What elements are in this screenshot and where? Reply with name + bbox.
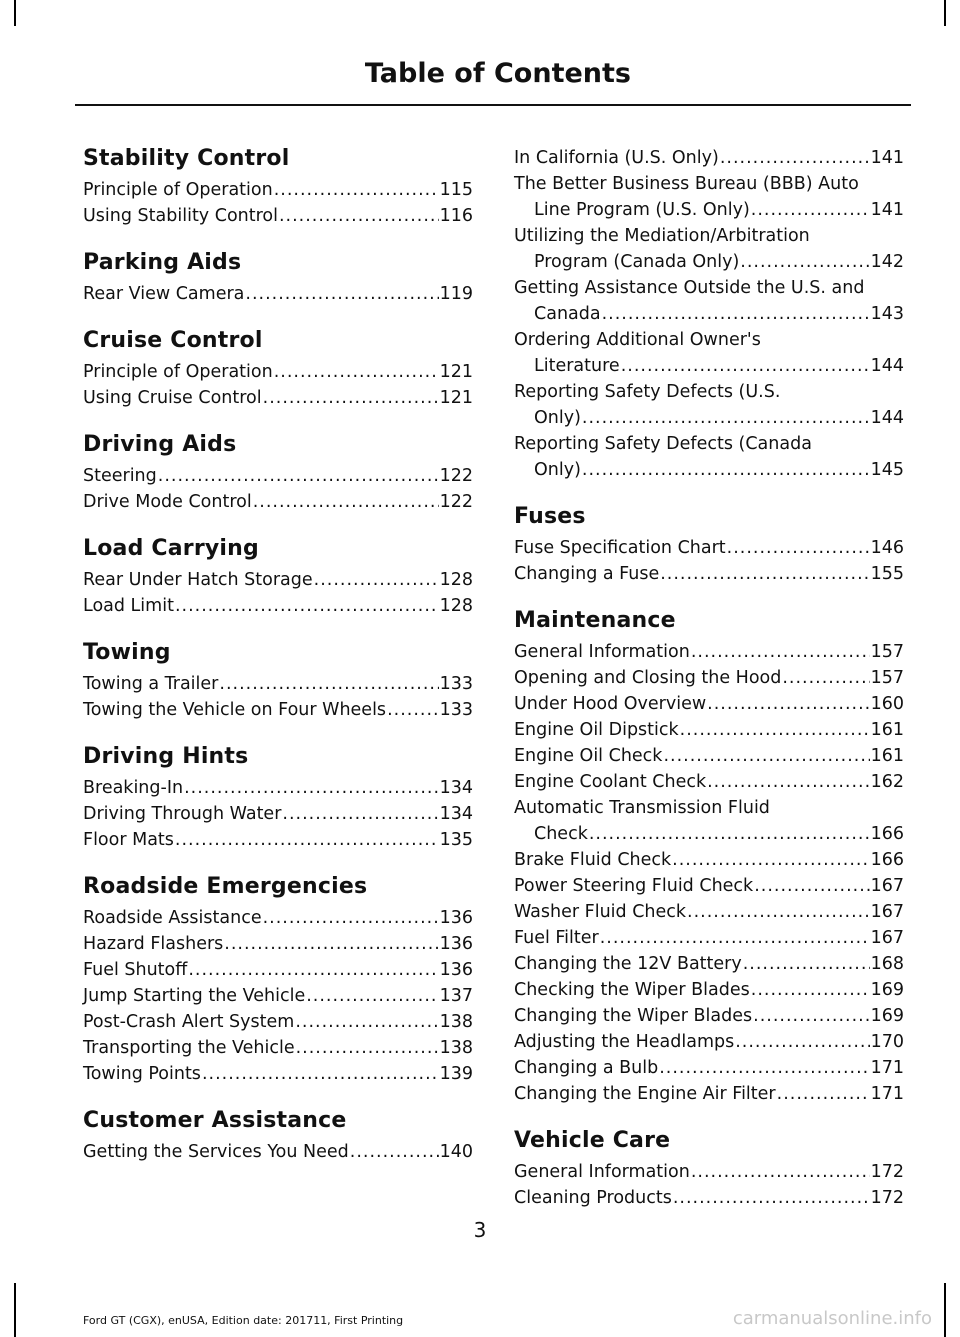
leader-dots <box>582 405 870 431</box>
toc-entry-label: General Information <box>514 642 690 662</box>
leader-dots <box>282 801 438 827</box>
toc-entry-page: 167 <box>870 876 904 896</box>
toc-entry-page: 141 <box>870 200 904 220</box>
header-rule <box>75 104 911 106</box>
toc-entry-label: Hazard Flashers <box>83 934 224 954</box>
toc-entry[interactable] <box>83 1061 473 1087</box>
toc-entry-label: Load Limit <box>83 596 174 616</box>
toc-entry-label: Jump Starting the Vehicle <box>83 986 306 1006</box>
toc-entry[interactable] <box>514 743 904 769</box>
toc-entry[interactable] <box>514 795 904 847</box>
toc-entry[interactable] <box>514 379 904 431</box>
toc-entry-page: 144 <box>870 356 904 376</box>
toc-entry-label: Fuel Shutoff <box>83 960 188 980</box>
crop-mark-top-left <box>14 0 16 26</box>
leader-dots <box>659 1055 869 1081</box>
toc-entry-page: 171 <box>870 1084 904 1104</box>
toc-entry-label: Changing a Fuse <box>514 564 660 584</box>
leader-dots <box>754 873 869 899</box>
toc-entry-page: 170 <box>870 1032 904 1052</box>
leader-dots <box>707 769 869 795</box>
leader-dots <box>740 249 869 275</box>
toc-entry-page: 116 <box>439 206 473 226</box>
toc-entry[interactable] <box>514 327 904 379</box>
toc-entry-label: Using Cruise Control <box>83 388 262 408</box>
toc-entry[interactable] <box>83 1035 473 1061</box>
toc-entry-label: Changing a Bulb <box>514 1058 659 1078</box>
leader-dots <box>295 1009 438 1035</box>
toc-entry-page: 161 <box>870 746 904 766</box>
toc-entry[interactable] <box>83 489 473 515</box>
toc-entry-label: Adjusting the Headlamps <box>514 1032 735 1052</box>
toc-entry-label: Fuse Specification Chart <box>514 538 726 558</box>
section-heading: Customer Assistance <box>83 1108 347 1133</box>
leader-dots <box>663 743 869 769</box>
toc-entry-label: Utilizing the Mediation/Arbitration <box>514 226 810 246</box>
leader-dots <box>224 931 438 957</box>
toc-entry-label: Ordering Additional Owner's <box>514 330 761 350</box>
toc-entry-label: Breaking-In <box>83 778 184 798</box>
toc-section <box>514 145 904 483</box>
leader-dots <box>202 1061 439 1087</box>
toc-entry-page: 145 <box>870 460 904 480</box>
toc-entry-page: 143 <box>870 304 904 324</box>
leader-dots <box>582 457 870 483</box>
leader-dots <box>387 697 439 723</box>
watermark: carmanualsonline.info <box>732 1308 932 1329</box>
toc-entry-page: 139 <box>439 1064 473 1084</box>
leader-dots <box>735 1029 869 1055</box>
toc-entry-page: 128 <box>439 596 473 616</box>
toc-left-column <box>83 145 473 1185</box>
page-number: 3 <box>473 1218 487 1242</box>
section-heading: Load Carrying <box>83 536 259 561</box>
toc-entry-page: 133 <box>439 700 473 720</box>
toc-entry-page: 172 <box>870 1162 904 1182</box>
toc-entry[interactable] <box>83 463 473 489</box>
toc-entry-page: 138 <box>439 1038 473 1058</box>
toc-entry[interactable] <box>514 1003 904 1029</box>
toc-entry-page: 115 <box>439 180 473 200</box>
toc-entry-label: Changing the Wiper Blades <box>514 1006 753 1026</box>
toc-entry-label: Automatic Transmission Fluid <box>514 798 770 818</box>
toc-entry[interactable] <box>83 827 473 853</box>
toc-entry-label: Getting the Services You Need <box>83 1142 349 1162</box>
section-heading: Parking Aids <box>83 250 242 275</box>
leader-dots <box>600 925 870 951</box>
toc-entry-label: In California (U.S. Only) <box>514 148 719 168</box>
leader-dots <box>188 957 438 983</box>
toc-entry-label: Getting Assistance Outside the U.S. and <box>514 278 865 298</box>
toc-entry[interactable] <box>83 385 473 411</box>
crop-mark-top-right <box>944 0 946 26</box>
leader-dots <box>350 1139 439 1165</box>
toc-entry-page: 157 <box>870 668 904 688</box>
toc-entry[interactable] <box>83 1009 473 1035</box>
leader-dots <box>680 717 870 743</box>
toc-section <box>83 327 473 411</box>
toc-entry[interactable] <box>514 145 904 171</box>
toc-entry-page: 133 <box>439 674 473 694</box>
toc-section <box>514 607 904 1107</box>
toc-entry-page: 172 <box>870 1188 904 1208</box>
leader-dots <box>274 359 439 385</box>
toc-entry-label: Changing the Engine Air Filter <box>514 1084 776 1104</box>
toc-entry-page: 137 <box>439 986 473 1006</box>
toc-entry-page: 119 <box>439 284 473 304</box>
toc-entry[interactable] <box>83 957 473 983</box>
section-heading: Roadside Emergencies <box>83 874 368 899</box>
toc-entry-label-continued: Program (Canada Only) <box>534 252 740 272</box>
section-heading: Maintenance <box>514 608 676 633</box>
toc-entry-label: Engine Coolant Check <box>514 772 707 792</box>
toc-entry-page: 161 <box>870 720 904 740</box>
toc-entry-page: 121 <box>439 388 473 408</box>
toc-entry-page: 138 <box>439 1012 473 1032</box>
toc-entry[interactable] <box>514 847 904 873</box>
leader-dots <box>175 827 439 853</box>
toc-entry[interactable] <box>83 593 473 619</box>
toc-entry-label: The Better Business Bureau (BBB) Auto <box>514 174 859 194</box>
leader-dots <box>279 203 439 229</box>
section-heading: Cruise Control <box>83 328 263 353</box>
toc-section <box>83 431 473 515</box>
leader-dots <box>219 671 438 697</box>
toc-entry-label: Floor Mats <box>83 830 174 850</box>
toc-entry-label: Towing a Trailer <box>83 674 219 694</box>
toc-section <box>514 1127 904 1211</box>
toc-entry-label: Principle of Operation <box>83 180 273 200</box>
toc-entry[interactable] <box>83 905 473 931</box>
toc-entry-page: 136 <box>439 934 473 954</box>
section-heading: Towing <box>83 640 171 665</box>
toc-entry-page: 135 <box>439 830 473 850</box>
toc-entry-page: 134 <box>439 804 473 824</box>
toc-entry-label: Power Steering Fluid Check <box>514 876 754 896</box>
toc-entry-label: Engine Oil Check <box>514 746 663 766</box>
toc-entry[interactable] <box>514 561 904 587</box>
leader-dots <box>743 951 870 977</box>
leader-dots <box>306 983 438 1009</box>
leader-dots <box>660 561 869 587</box>
toc-entry[interactable] <box>83 801 473 827</box>
leader-dots <box>621 353 870 379</box>
toc-entry[interactable] <box>83 177 473 203</box>
toc-entry-label: Rear Under Hatch Storage <box>83 570 313 590</box>
toc-entry-page: 142 <box>870 252 904 272</box>
toc-entry-label: Fuel Filter <box>514 928 599 948</box>
leader-dots <box>245 281 438 307</box>
toc-entry-label: Towing Points <box>83 1064 201 1084</box>
toc-entry-page: 136 <box>439 960 473 980</box>
leader-dots <box>720 145 870 171</box>
toc-entry[interactable] <box>514 1029 904 1055</box>
toc-entry-label: Steering <box>83 466 157 486</box>
toc-entry-label-continued: Canada <box>534 304 601 324</box>
toc-entry-label: Opening and Closing the Hood <box>514 668 782 688</box>
leader-dots <box>691 639 870 665</box>
toc-entry-page: 162 <box>870 772 904 792</box>
leader-dots <box>602 301 870 327</box>
toc-entry-label: Transporting the Vehicle <box>83 1038 295 1058</box>
toc-entry-label: Towing the Vehicle on Four Wheels <box>83 700 387 720</box>
section-heading: Driving Hints <box>83 744 249 769</box>
edition-footer: Ford GT (CGX), enUSA, Edition date: 201711, First Printing <box>83 1314 404 1327</box>
toc-entry[interactable] <box>514 951 904 977</box>
toc-entry[interactable] <box>514 665 904 691</box>
toc-entry-label: Under Hood Overview <box>514 694 707 714</box>
leader-dots <box>263 905 439 931</box>
leader-dots <box>175 593 439 619</box>
toc-entry-label: Checking the Wiper Blades <box>514 980 750 1000</box>
leader-dots <box>707 691 869 717</box>
toc-entry-page: 168 <box>870 954 904 974</box>
toc-entry-label: Rear View Camera <box>83 284 245 304</box>
toc-section <box>83 639 473 723</box>
toc-entry-label-continued: Only) <box>534 408 581 428</box>
toc-entry-label: Reporting Safety Defects (U.S. <box>514 382 781 402</box>
toc-entry[interactable] <box>514 1185 904 1211</box>
toc-entry-page: 122 <box>439 492 473 512</box>
toc-entry-page: 121 <box>439 362 473 382</box>
toc-entry[interactable] <box>514 925 904 951</box>
leader-dots <box>589 821 870 847</box>
leader-dots <box>777 1081 870 1107</box>
toc-entry-label: Post-Crash Alert System <box>83 1012 295 1032</box>
toc-entry[interactable] <box>83 359 473 385</box>
toc-entry[interactable] <box>514 431 904 483</box>
toc-section <box>83 873 473 1087</box>
toc-entry-label: Roadside Assistance <box>83 908 262 928</box>
toc-entry-label: Changing the 12V Battery <box>514 954 742 974</box>
toc-entry-page: 122 <box>439 466 473 486</box>
crop-mark-bottom-right <box>944 1283 946 1337</box>
toc-entry-page: 166 <box>870 824 904 844</box>
toc-entry-label-continued: Check <box>534 824 588 844</box>
toc-entry-page: 140 <box>439 1142 473 1162</box>
leader-dots <box>314 567 439 593</box>
toc-entry[interactable] <box>514 873 904 899</box>
toc-entry-page: 169 <box>870 1006 904 1026</box>
toc-entry[interactable] <box>514 691 904 717</box>
toc-entry-page: 157 <box>870 642 904 662</box>
toc-entry-label: Drive Mode Control <box>83 492 252 512</box>
toc-section <box>83 249 473 307</box>
page-title: Table of Contents <box>364 58 631 89</box>
leader-dots <box>296 1035 439 1061</box>
toc-entry-label: Principle of Operation <box>83 362 273 382</box>
toc-entry-page: 136 <box>439 908 473 928</box>
toc-entry[interactable] <box>514 535 904 561</box>
toc-entry[interactable] <box>514 769 904 795</box>
toc-entry[interactable] <box>514 717 904 743</box>
toc-section <box>83 145 473 229</box>
toc-entry[interactable] <box>514 639 904 665</box>
toc-entry[interactable] <box>514 899 904 925</box>
toc-entry[interactable] <box>514 275 904 327</box>
toc-entry[interactable] <box>83 203 473 229</box>
leader-dots <box>687 899 870 925</box>
toc-section <box>83 743 473 853</box>
toc-entry-label: Brake Fluid Check <box>514 850 672 870</box>
toc-entry-label-continued: Literature <box>534 356 620 376</box>
toc-entry[interactable] <box>83 671 473 697</box>
toc-entry[interactable] <box>514 223 904 275</box>
leader-dots <box>753 1003 869 1029</box>
toc-entry-page: 144 <box>870 408 904 428</box>
toc-entry-page: 128 <box>439 570 473 590</box>
toc-entry-page: 160 <box>870 694 904 714</box>
leader-dots <box>691 1159 870 1185</box>
toc-entry-page: 166 <box>870 850 904 870</box>
leader-dots <box>158 463 439 489</box>
section-heading: Vehicle Care <box>514 1128 671 1153</box>
leader-dots <box>184 775 439 801</box>
section-heading: Fuses <box>514 504 586 529</box>
toc-entry-label-continued: Line Program (U.S. Only) <box>534 200 750 220</box>
toc-entry-label: General Information <box>514 1162 690 1182</box>
toc-entry-page: 141 <box>870 148 904 168</box>
toc-entry[interactable] <box>83 567 473 593</box>
leader-dots <box>253 489 439 515</box>
toc-entry-label: Driving Through Water <box>83 804 282 824</box>
toc-entry[interactable] <box>83 931 473 957</box>
section-heading: Stability Control <box>83 146 290 171</box>
toc-entry-label: Cleaning Products <box>514 1188 672 1208</box>
toc-entry-label: Reporting Safety Defects (Canada <box>514 434 812 454</box>
toc-section <box>83 535 473 619</box>
toc-entry-page: 167 <box>870 902 904 922</box>
toc-entry-page: 169 <box>870 980 904 1000</box>
toc-entry-label: Engine Oil Dipstick <box>514 720 679 740</box>
crop-mark-bottom-left <box>14 1283 16 1337</box>
toc-entry-page: 134 <box>439 778 473 798</box>
toc-entry-label-continued: Only) <box>534 460 581 480</box>
leader-dots <box>782 665 869 691</box>
toc-section <box>83 1107 473 1165</box>
toc-entry[interactable] <box>514 1159 904 1185</box>
leader-dots <box>263 385 439 411</box>
toc-entry[interactable] <box>514 171 904 223</box>
section-heading: Driving Aids <box>83 432 237 457</box>
toc-entry-page: 155 <box>870 564 904 584</box>
leader-dots <box>751 197 870 223</box>
toc-entry[interactable] <box>514 977 904 1003</box>
leader-dots <box>751 977 870 1003</box>
toc-entry-label: Using Stability Control <box>83 206 278 226</box>
toc-entry-page: 167 <box>870 928 904 948</box>
toc-entry[interactable] <box>514 1081 904 1107</box>
toc-entry[interactable] <box>83 983 473 1009</box>
toc-right-column <box>514 145 904 1231</box>
leader-dots <box>727 535 870 561</box>
toc-entry-page: 146 <box>870 538 904 558</box>
toc-entry-label: Washer Fluid Check <box>514 902 687 922</box>
toc-entry[interactable] <box>83 775 473 801</box>
leader-dots <box>274 177 439 203</box>
toc-entry[interactable] <box>83 281 473 307</box>
leader-dots <box>672 847 869 873</box>
toc-entry-page: 171 <box>870 1058 904 1078</box>
toc-entry[interactable] <box>83 697 473 723</box>
toc-entry[interactable] <box>83 1139 473 1165</box>
toc-entry[interactable] <box>514 1055 904 1081</box>
toc-section <box>514 503 904 587</box>
leader-dots <box>673 1185 870 1211</box>
